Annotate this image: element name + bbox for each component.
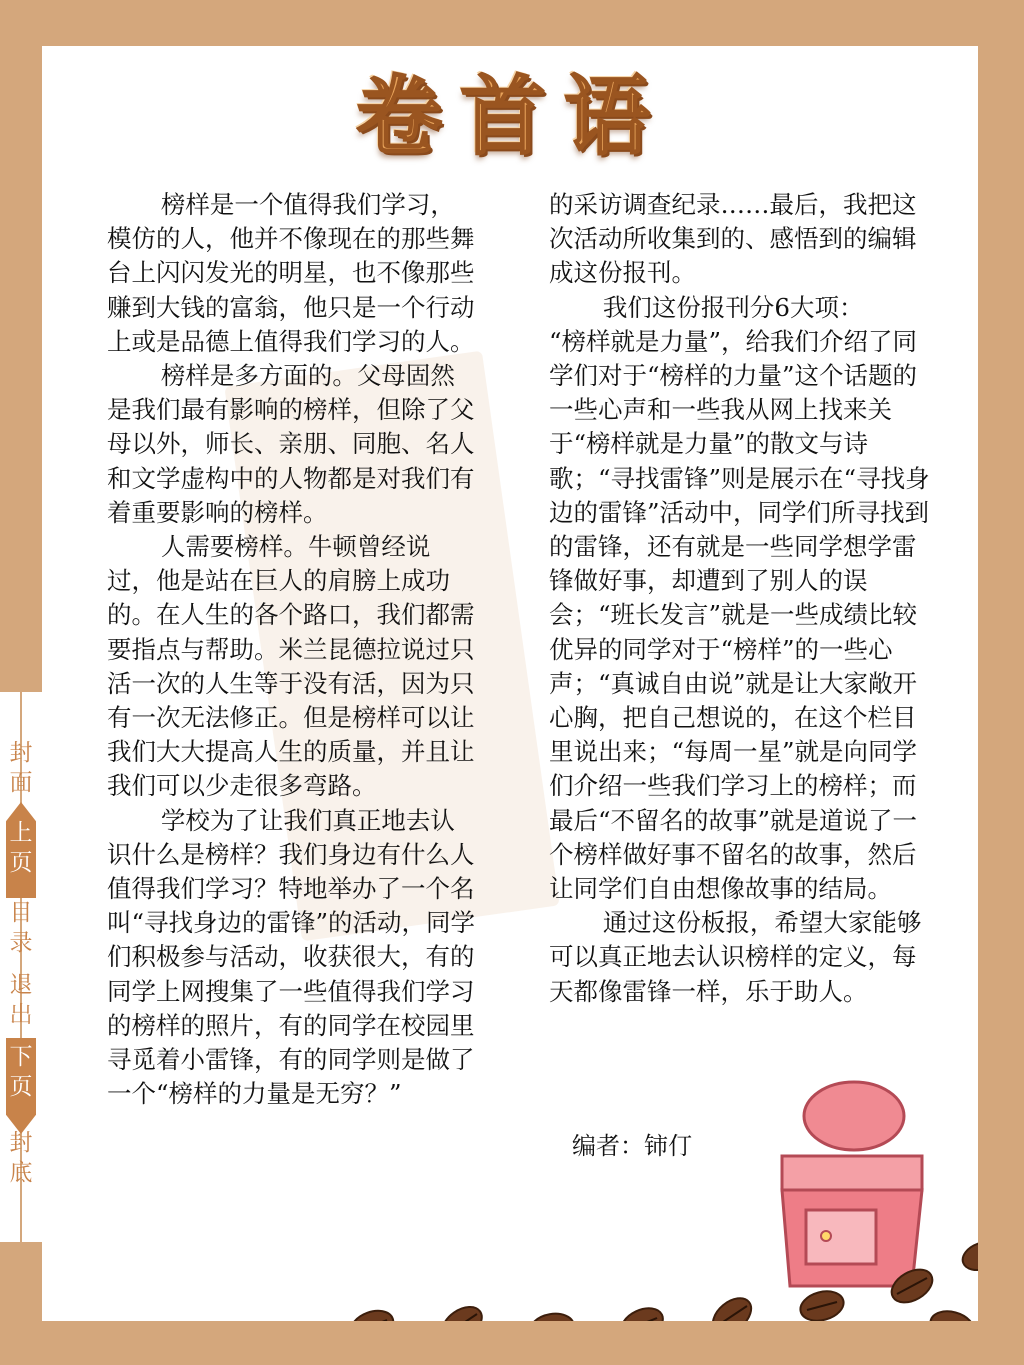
paragraph-role-model-aspects: 榜样是多方面的。父母固然是我们最有影响的榜样，但除了父母以外，师长、亲朋、同胞、名人和文学虚构中的人物都是对我们有着重要影响的榜样。: [107, 361, 475, 527]
page-title: 卷首语: [356, 67, 668, 167]
editor-credit: 编者：铈仃: [572, 1132, 692, 1160]
coffee-beans-illustration: [312, 1206, 978, 1321]
right-column: [549, 188, 931, 1009]
paragraph-sections-detail: “榜样就是力量”，给我们介绍了同学们对于“榜样的力量”这个话题的一些心声和一些我从网上找来关于“榜样就是力量”的散文与诗歌；“寻找雷锋”则是展示在“寻找身边的雷锋”活动中，同学们所寻找到的雷锋，还有就是一些同学想学雷锋做好事，却遭到了别人的误会；“班长发言”就是一些成绩比较优异的同学对于“榜样”的一些心声；“真诚自由说”就是让大家敞开心胸，把自己想说的，在这个栏目里说出来；“每周一星”就是向同学们介绍一些我们学习上的榜样；而最后“不留名的故事”就是道说了一个榜样做好事不留名的故事，然后让同学们自由想像故事的结局。: [549, 326, 930, 904]
nav-exit-link[interactable]: 退出: [9, 972, 33, 1028]
side-navigation: [0, 692, 44, 1242]
nav-next-button[interactable]: 下页: [9, 1044, 33, 1100]
left-column: [107, 188, 479, 1111]
paragraph-role-model-definition: 榜样是一个值得我们学习，模仿的人，他并不像现在的那些舞台上闪闪发光的明星，也不像那些赚到大钱的富翁，他只是一个行动上或是品德上值得我们学习的人。: [107, 190, 475, 356]
nav-prev-button[interactable]: 上页: [9, 820, 33, 876]
paragraph-need-role-model: 人需要榜样。牛顿曾经说过，他是站在巨人的肩膀上成功的。在人生的各个路口，我们都需要指点与帮助。米兰昆德拉说过只活一次的人生等于没有活，因为只有一次无法修正。但是榜样可以让我们大大提高人生的质量，并且让我们可以少走很多弯路。: [107, 532, 475, 801]
paragraph-closing: 通过这份板报，希望大家能够可以真正地去认识榜样的定义，每天都像雷锋一样，乐于助人。: [549, 908, 922, 1006]
paragraph-school-activity: 学校为了让我们真正地去认识什么是榜样？我们身边有什么人值得我们学习？特地举办了一个名叫“寻找身边的雷锋”的活动，同学们积极参与活动，收获很大，有的同学上网搜集了一些值得我们学习的榜样的照片，有的同学在校园里寻觅着小雷锋，有的同学则是做了一个“榜样的力量是无穷？”: [107, 805, 476, 1109]
paragraph-continuation: 的采访调查纪录……最后，我把这次活动所收集到的、感悟到的编辑成这份报刊。: [549, 190, 917, 288]
nav-back-cover-link[interactable]: 封底: [9, 1130, 33, 1186]
top-frame: [0, 0, 1024, 46]
nav-toc-link[interactable]: 目录: [9, 900, 33, 956]
nav-cover-link[interactable]: 封面: [9, 740, 33, 796]
paragraph-sections-intro: 我们这份报刊分6大项：: [602, 292, 864, 322]
page-paper: [42, 46, 978, 1321]
